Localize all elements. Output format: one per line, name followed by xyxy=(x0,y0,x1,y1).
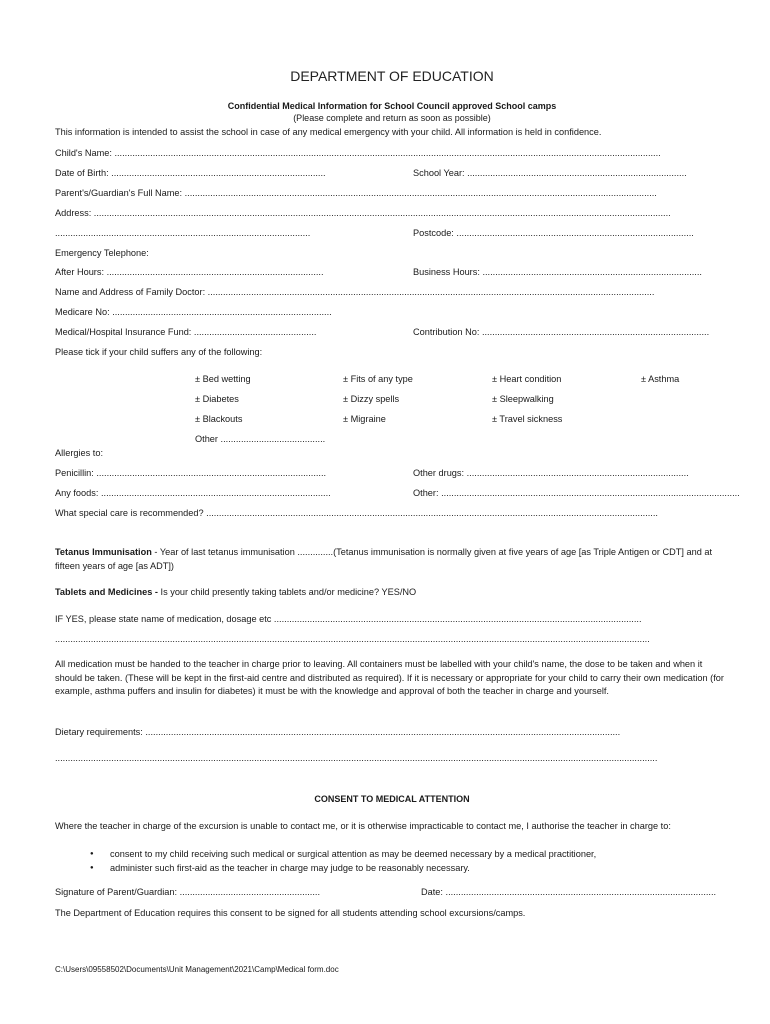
insurance-fund-field[interactable]: Medical/Hospital Insurance Fund: ................................................ xyxy=(55,327,317,337)
emergency-telephone-label: Emergency Telephone: xyxy=(55,248,149,258)
allergies-heading: Allergies to: xyxy=(55,448,104,458)
conditions-prompt: Please tick if your child suffers any of the following: xyxy=(55,347,263,357)
school-year-field[interactable]: School Year: ...................................................................................... xyxy=(413,168,687,178)
other-condition-field[interactable]: Other ......................................... xyxy=(195,434,326,444)
guardian-name-field[interactable]: Parent's/Guardian's Full Name: ......................................................................................................................................................................................... xyxy=(55,188,657,198)
signature-field[interactable]: Signature of Parent/Guardian: ....................................................... xyxy=(55,887,321,897)
document-title: DEPARTMENT OF EDUCATION xyxy=(290,68,494,84)
medication-note: All medication must be handed to the teacher in charge prior to leaving. All containers must be labelled with your child's name, the dose to be taken and when it should be taken. (These will be kept in the first-aid centre and distributed as required). If it is necessary or appropriate for your child to carry their own medication (for example, asthma puffers and insulin for diabetes) it must be with the knowledge and approval of both the teacher in charge and yourself. xyxy=(55,659,724,697)
list-item: ● administer such first-aid as the teacher in charge may judge to be reasonably necessary. xyxy=(90,861,596,875)
dietary-requirements-line-2[interactable]: ............................................................................................................................................................................................................................................ xyxy=(55,753,658,763)
tablets-question[interactable]: Is your child presently taking tablets and/or medicine? YES/NO xyxy=(157,587,417,597)
condition-checkbox[interactable]: ± Heart condition xyxy=(492,374,562,384)
after-hours-field[interactable]: After Hours: ..................................................................................... xyxy=(55,267,324,277)
tetanus-section xyxy=(55,546,730,573)
tablets-section xyxy=(55,587,416,597)
other-drugs-field[interactable]: Other drugs: ....................................................................................... xyxy=(413,468,689,478)
tetanus-label: Tetanus Immunisation xyxy=(55,547,152,557)
postcode-field[interactable]: Postcode: ............................................................................................. xyxy=(413,228,694,238)
family-doctor-field[interactable]: Name and Address of Family Doctor: ............................................................................................................................................................................... xyxy=(55,287,655,297)
contribution-no-field[interactable]: Contribution No: ......................................................................................... xyxy=(413,327,710,337)
date-of-birth-field[interactable]: Date of Birth: .................................................................................... xyxy=(55,168,326,178)
date-field[interactable]: Date: .......................................................................................................... xyxy=(421,887,717,897)
consent-heading: CONSENT TO MEDICAL ATTENTION xyxy=(314,794,470,804)
penicillin-field[interactable]: Penicillin: .......................................................................................... xyxy=(55,468,327,478)
dietary-requirements-field[interactable]: Dietary requirements: .......................................................................................................................................................................................... xyxy=(55,727,621,737)
condition-checkbox[interactable]: ± Asthma xyxy=(641,374,680,384)
intro-text: This information is intended to assist the school in case of any medical emergency with your child. All information is held in confidence. xyxy=(55,127,602,137)
condition-checkbox[interactable]: ± Travel sickness xyxy=(492,414,563,424)
consent-bullet-list xyxy=(90,847,596,875)
file-path-footer: C:\Users\09558502\Documents\Unit Management\2021\Camp\Medical form.doc xyxy=(55,965,339,974)
childs-name-field[interactable]: Child's Name: ...................................................................................................................................................................................................................... xyxy=(55,148,661,158)
condition-checkbox[interactable]: ± Blackouts xyxy=(195,414,243,424)
medicare-field[interactable]: Medicare No: ...................................................................................... xyxy=(55,307,332,317)
tablets-label: Tablets and Medicines - xyxy=(55,587,158,597)
condition-checkbox[interactable]: ± Bed wetting xyxy=(195,374,251,384)
address-field[interactable]: Address: .................................................................................................................................................................................................................................. xyxy=(55,208,671,218)
condition-checkbox[interactable]: ± Sleepwalking xyxy=(492,394,554,404)
other-allergy-field[interactable]: Other: ..................................................................................................................... xyxy=(413,488,740,498)
consent-requirement-text: The Department of Education requires this consent to be signed for all students attending school excursions/camps. xyxy=(55,908,526,918)
condition-checkbox[interactable]: ± Migraine xyxy=(343,414,386,424)
foods-field[interactable]: Any foods: .......................................................................................... xyxy=(55,488,331,498)
special-care-field[interactable]: What special care is recommended? ................................................................................................................................................................................. xyxy=(55,508,658,518)
address-line-2-field[interactable]: .................................................................................................... xyxy=(55,228,311,238)
consent-intro: Where the teacher in charge of the excursion is unable to contact me, or it is otherwise impracticable to contact me, I authorise the teacher in charge to: xyxy=(55,821,671,831)
condition-checkbox[interactable]: ± Dizzy spells xyxy=(343,394,400,404)
tetanus-text[interactable]: - Year of last tetanus immunisation ..............(Tetanus immunisation is normally given at five years of age [as Triple Antigen or CDT] and at fifteen years of age [as ADT]) xyxy=(55,547,713,571)
condition-checkbox[interactable]: ± Diabetes xyxy=(195,394,239,404)
medication-details-field[interactable]: IF YES, please state name of medication, dosage etc ................................................................................................................................................ xyxy=(55,614,642,624)
document-subtitle: Confidential Medical Information for School Council approved School camps xyxy=(227,101,557,111)
list-item: ● consent to my child receiving such medical or surgical attention as may be deemed necessary by a medical practitioner, xyxy=(90,847,596,861)
return-note: (Please complete and return as soon as possible) xyxy=(293,113,491,123)
business-hours-field[interactable]: Business Hours: ...................................................................................... xyxy=(413,267,702,277)
condition-checkbox[interactable]: ± Fits of any type xyxy=(343,374,413,384)
medication-details-line-2[interactable]: ......................................................................................................................................................................................................................................... xyxy=(55,634,650,644)
